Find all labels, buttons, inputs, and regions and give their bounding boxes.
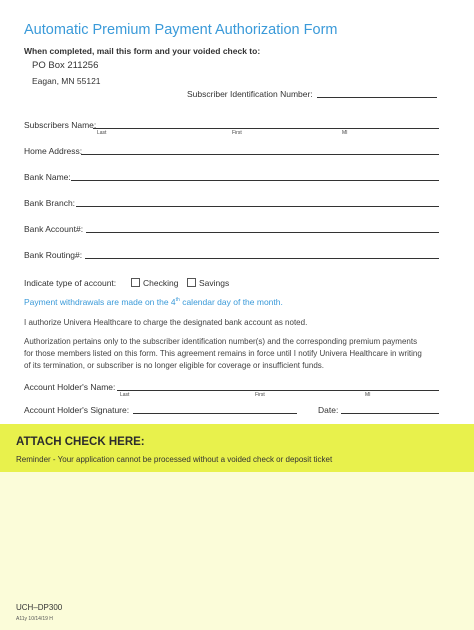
holder-signature-field[interactable]	[133, 413, 297, 414]
sub-label-mi: MI	[342, 130, 348, 136]
checking-label: Checking	[143, 278, 179, 288]
form-title: Automatic Premium Payment Authorization Form	[24, 22, 338, 38]
checking-option[interactable]	[131, 278, 178, 288]
bank-routing-field[interactable]	[85, 258, 439, 259]
holder-signature-label: Account Holder's Signature:	[24, 405, 130, 415]
account-type-label: Indicate type of account:	[24, 278, 117, 288]
check-attach-area	[0, 424, 474, 630]
subscribers-name-label: Subscribers Name:	[24, 120, 97, 130]
savings-option[interactable]	[187, 278, 229, 288]
bank-name-field[interactable]	[71, 180, 439, 181]
withdrawal-note-sup: th	[175, 297, 180, 304]
bank-name-label: Bank Name:	[24, 172, 71, 182]
auth-para-line-2: for those members listed on this form. This agreement remains in force until I notify Univera Healthcare in writing	[24, 349, 422, 358]
bank-account-label: Bank Account#:	[24, 224, 84, 234]
home-address-field[interactable]	[81, 154, 439, 155]
form-code: UCH–DP300	[16, 603, 63, 612]
bank-branch-label: Bank Branch:	[24, 198, 76, 208]
bank-branch-field[interactable]	[76, 206, 439, 207]
auth-para-line-3: of its termination, or subscriber is no longer eligible for coverage or insufficient funds.	[24, 361, 325, 370]
mail-instruction: When completed, mail this form and your voided check to:	[24, 46, 261, 56]
attach-banner	[0, 424, 474, 472]
attach-heading: ATTACH CHECK HERE:	[16, 436, 145, 448]
holder-name-label: Account Holder's Name:	[24, 382, 116, 392]
date-label: Date:	[318, 405, 339, 415]
address-line-1: PO Box 211256	[32, 60, 99, 71]
authorization-paragraph	[24, 336, 454, 372]
holder-sub-first: First	[255, 392, 265, 398]
subscribers-name-field[interactable]	[93, 128, 439, 129]
subscriber-id-label: Subscriber Identification Number:	[187, 89, 313, 99]
savings-checkbox[interactable]	[187, 278, 196, 287]
withdrawal-note-post: calendar day of the month.	[179, 297, 283, 307]
holder-name-field[interactable]	[117, 390, 439, 391]
date-field[interactable]	[341, 413, 439, 414]
holder-sub-mi: MI	[365, 392, 371, 398]
checking-checkbox[interactable]	[131, 278, 140, 287]
sub-label-last: Last	[97, 130, 107, 136]
subscriber-id-field[interactable]	[317, 97, 437, 98]
revision-code: A11y 10/14/19 H	[16, 616, 53, 622]
attach-reminder: Reminder - Your application cannot be processed without a voided check or deposit ticket	[16, 455, 333, 464]
holder-sub-last: Last	[120, 392, 130, 398]
withdrawal-note-pre: Payment withdrawals are made on the 4	[24, 297, 176, 307]
authorize-statement: I authorize Univera Healthcare to charge the designated bank account as noted.	[24, 318, 308, 327]
address-line-2: Eagan, MN 55121	[32, 76, 101, 86]
sub-label-first: First	[232, 130, 242, 136]
bank-routing-label: Bank Routing#:	[24, 250, 83, 260]
withdrawal-note	[24, 297, 283, 307]
savings-label: Savings	[199, 278, 230, 288]
auth-para-line-1: Authorization pertains only to the subscriber identification number(s) and the corresponding premium payments	[24, 337, 418, 346]
home-address-label: Home Address:	[24, 146, 83, 156]
bank-account-field[interactable]	[86, 232, 439, 233]
